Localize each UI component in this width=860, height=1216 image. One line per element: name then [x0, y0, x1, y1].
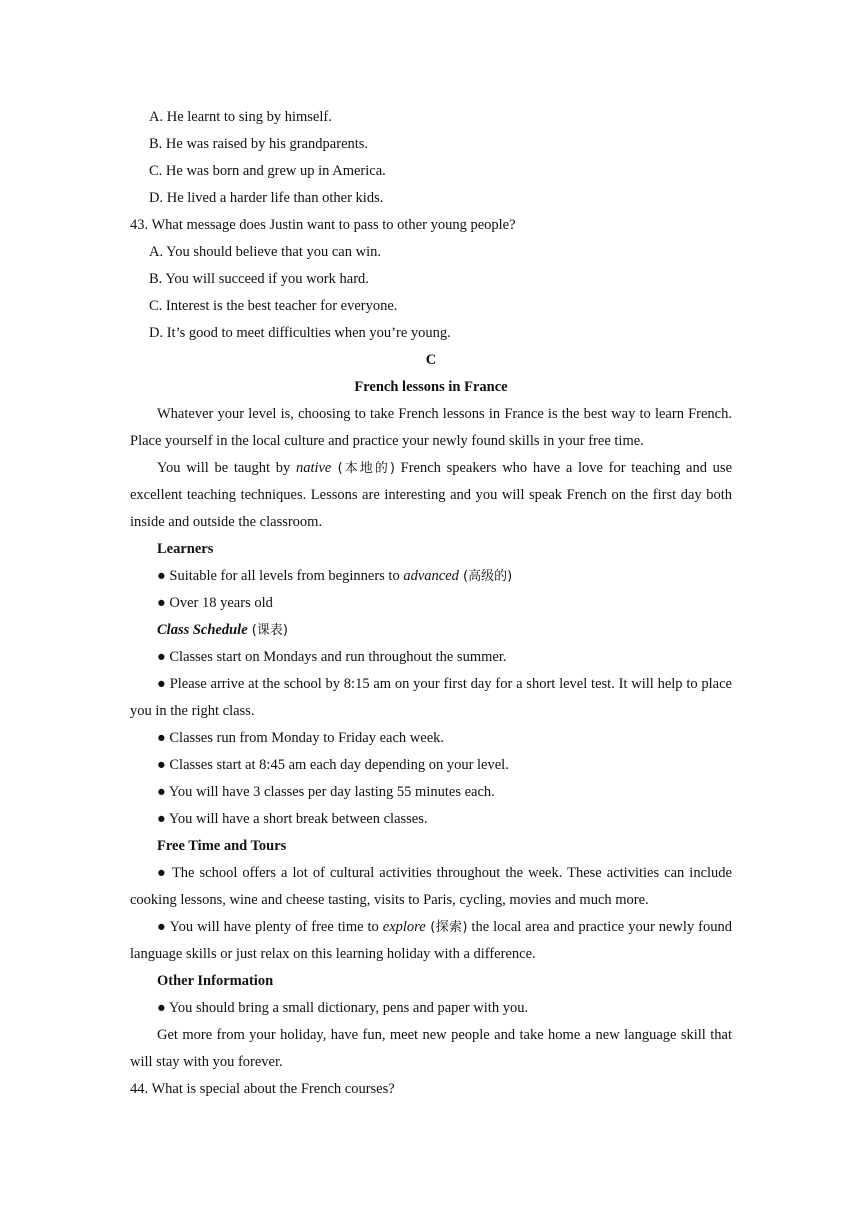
schedule-heading: Class Schedule [157, 622, 248, 638]
q43-option-c: C. Interest is the best teacher for everyone. [149, 298, 398, 314]
freetime-item-2 [130, 914, 732, 968]
q43-option-a: A. You should believe that you can win. [149, 244, 381, 260]
word-explore: explore [382, 919, 426, 935]
schedule-heading-line [130, 617, 732, 644]
freetime-item-1: ● The school offers a lot of cultural activities throughout the week. These activities can include cooking lessons, wine and cheese tasting, visits to Paris, cycling, movies and much more. [130, 865, 732, 908]
learners-item-2: ● Over 18 years old [157, 595, 273, 611]
freetime-heading: Free Time and Tours [157, 838, 287, 854]
schedule-item-1: ● Classes start on Mondays and run throughout the summer. [157, 649, 507, 665]
q42-option-d: D. He lived a harder life than other kids. [149, 190, 384, 206]
schedule-item-3: ● Classes run from Monday to Friday each week. [157, 730, 445, 746]
word-advanced: advanced [403, 568, 459, 584]
other-info-item-1: ● You should bring a small dictionary, pens and paper with you. [157, 1000, 529, 1016]
q44-question: 44. What is special about the French courses? [130, 1081, 395, 1097]
schedule-item-5: ● You will have 3 classes per day lasting 55 minutes each. [157, 784, 495, 800]
freetime-item-2-end: the local area and practice your newly found language skills or just relax on this learning holiday with a difference. [130, 919, 733, 962]
closing-paragraph: Get more from your holiday, have fun, meet new people and take home a new language skill that will stay with you forever. [130, 1027, 732, 1070]
other-info-heading: Other Information [157, 973, 274, 989]
intro2-text-end: French speakers who have a love for teaching and use excellent teaching techniques. Lessons are interesting and you will speak French on the first day both inside and outside the classroom. [130, 460, 733, 530]
q42-option-c: C. He was born and grew up in America. [149, 163, 386, 179]
q42-option-b: B. He was raised by his grandparents. [149, 136, 369, 152]
gloss-advanced: (高级的) [458, 569, 513, 584]
gloss-schedule: (课表) [247, 623, 288, 638]
schedule-item-2: ● Please arrive at the school by 8:15 am on your first day for a short level test. It will help to place you in the right class. [130, 676, 732, 719]
q42-option-a: A. He learnt to sing by himself. [149, 109, 332, 125]
learners-heading: Learners [157, 541, 214, 557]
learners-item-1-text: ● Suitable for all levels from beginners to [157, 568, 404, 584]
freetime-item-2-start: ● You will have plenty of free time to [157, 919, 383, 935]
document-page [130, 104, 732, 1103]
schedule-item-4: ● Classes start at 8:45 am each day depending on your level. [157, 757, 509, 773]
gloss-native: (本地的) [331, 461, 395, 476]
intro-paragraph-2 [130, 455, 732, 536]
passage-title: French lessons in France [354, 379, 508, 395]
schedule-item-6: ● You will have a short break between classes. [157, 811, 428, 827]
q43-option-d: D. It’s good to meet difficulties when you’re young. [149, 325, 451, 341]
word-native: native [295, 460, 332, 476]
q43-question: 43. What message does Justin want to pass to other young people? [130, 217, 516, 233]
intro-paragraph-1: Whatever your level is, choosing to take French lessons in France is the best way to learn French. Place yourself in the local culture and practice your newly found skills in your free time. [130, 406, 732, 449]
q43-option-b: B. You will succeed if you work hard. [149, 271, 369, 287]
section-letter: C [425, 352, 437, 368]
intro2-text-start: You will be taught by [157, 460, 296, 476]
learners-item-1 [130, 563, 732, 590]
gloss-explore: (探索) [425, 920, 468, 935]
